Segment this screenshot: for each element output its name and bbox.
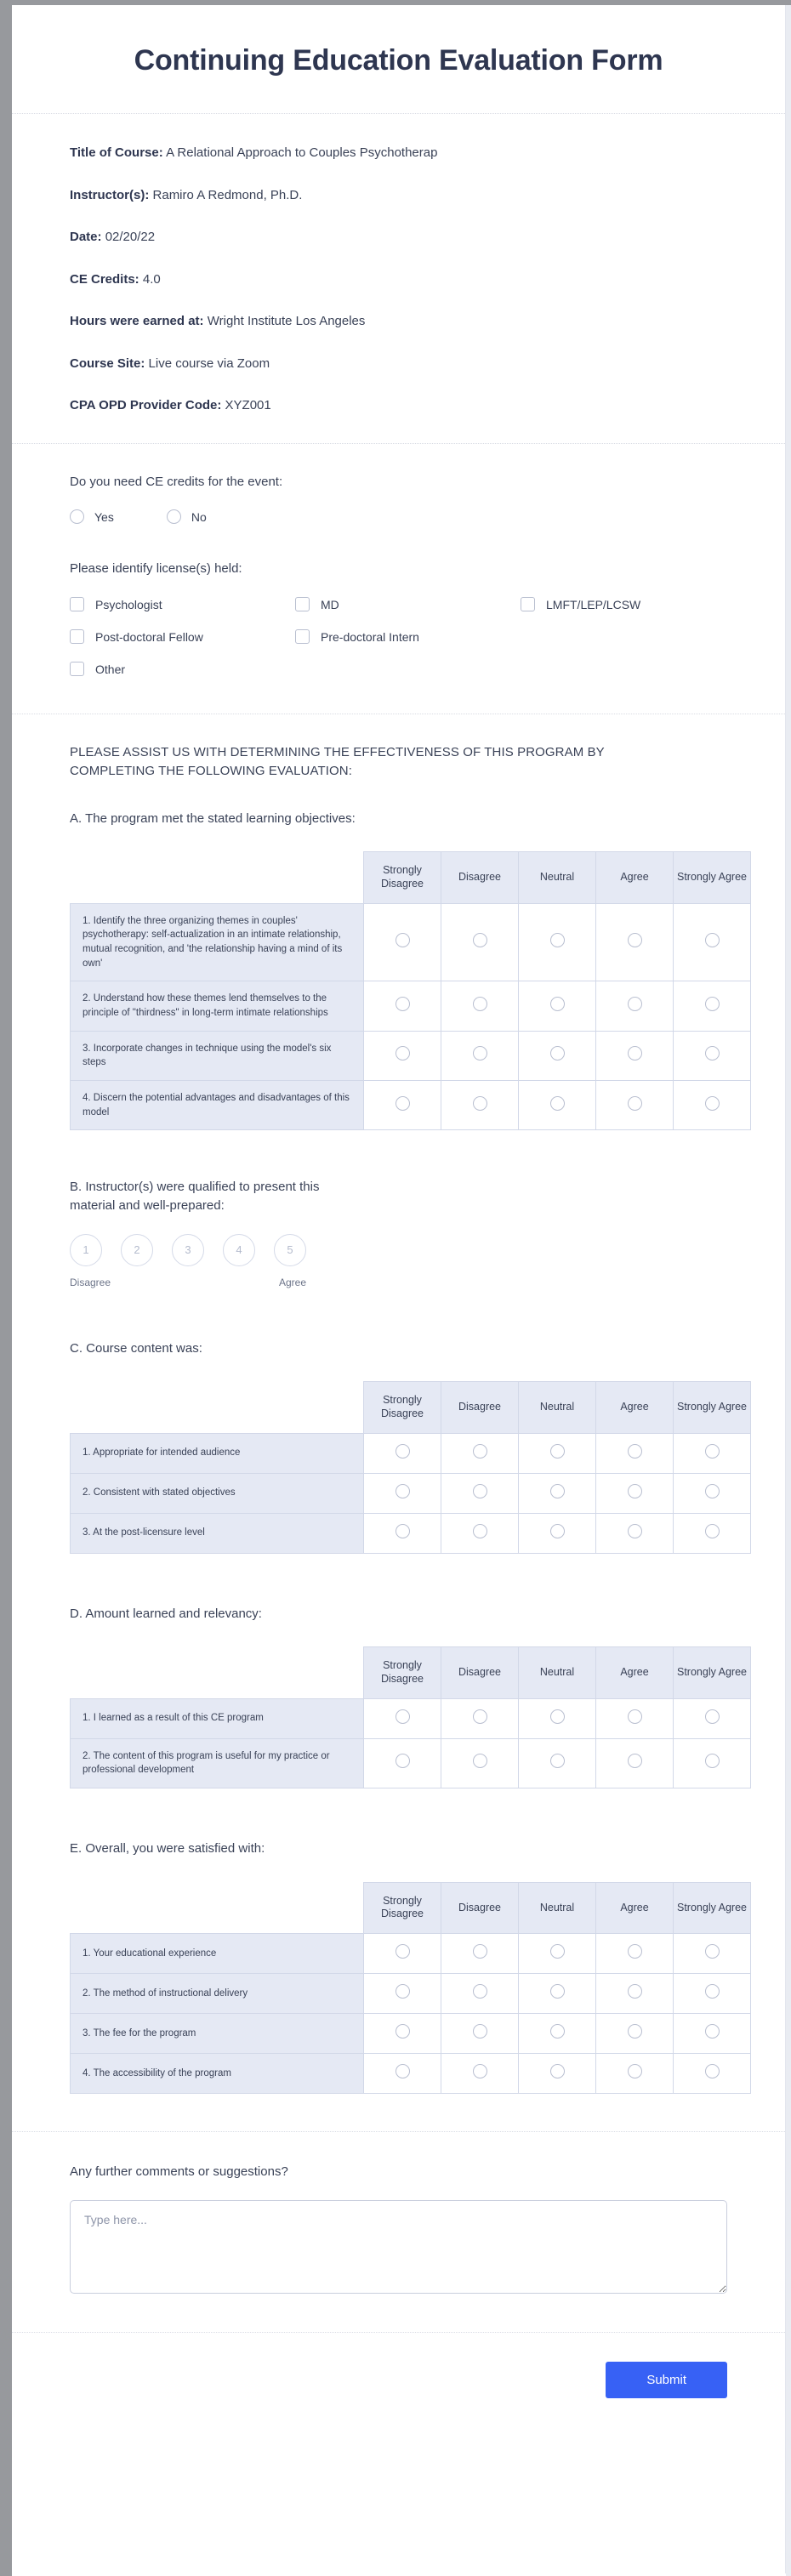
- section-d-matrix: [70, 1646, 751, 1788]
- matrix-row-label: 2. The method of instructional delivery: [71, 1974, 364, 2014]
- radio-icon[interactable]: [473, 1709, 487, 1724]
- radio-icon[interactable]: [396, 1524, 410, 1538]
- radio-icon[interactable]: [550, 933, 565, 947]
- meta-value: A Relational Approach to Couples Psychotherap: [166, 145, 438, 160]
- radio-icon[interactable]: [628, 2024, 642, 2039]
- matrix-cell[interactable]: [441, 1738, 519, 1788]
- section-d-title: D. Amount learned and relevancy:: [70, 1606, 262, 1621]
- scale-option-3[interactable]: 3: [172, 1234, 204, 1266]
- matrix-cell[interactable]: [519, 2054, 596, 2094]
- matrix-row-label: 2. Consistent with stated objectives: [71, 1473, 364, 1513]
- matrix-cell[interactable]: [441, 981, 519, 1031]
- matrix-cell[interactable]: [441, 1974, 519, 2014]
- ce-credits-question-label: Do you need CE credits for the event:: [70, 474, 283, 489]
- matrix-cell[interactable]: [364, 2054, 441, 2094]
- section-c-matrix-wrap: [70, 1376, 747, 1553]
- radio-icon[interactable]: [705, 997, 720, 1011]
- matrix-cell[interactable]: [674, 1513, 751, 1553]
- matrix-cell[interactable]: [674, 1934, 751, 1974]
- scale-high-label: Agree: [278, 1276, 306, 1288]
- matrix-cell[interactable]: [519, 981, 596, 1031]
- radio-icon[interactable]: [396, 1709, 410, 1724]
- matrix-cell[interactable]: [674, 903, 751, 981]
- radio-icon[interactable]: [550, 1754, 565, 1768]
- section-a-title: A. The program met the stated learning objectives:: [70, 810, 356, 826]
- checkbox-icon[interactable]: [295, 597, 310, 611]
- form-sheet: [12, 5, 786, 2573]
- window-left-chrome: [0, 5, 12, 2576]
- matrix-cell[interactable]: [519, 1974, 596, 2014]
- matrix-cell[interactable]: [596, 1433, 674, 1473]
- option-label: No: [191, 509, 207, 524]
- section-d-matrix-wrap: [70, 1641, 747, 1788]
- radio-icon[interactable]: [628, 1096, 642, 1111]
- matrix-cell[interactable]: [596, 1698, 674, 1738]
- table-row: [71, 2014, 751, 2054]
- matrix-cell[interactable]: [674, 981, 751, 1031]
- radio-icon[interactable]: [628, 933, 642, 947]
- matrix-cell[interactable]: [441, 1698, 519, 1738]
- radio-icon[interactable]: [396, 1754, 410, 1768]
- matrix-cell[interactable]: [674, 1433, 751, 1473]
- radio-icon[interactable]: [628, 1484, 642, 1498]
- license-option-pre-doctoral-intern[interactable]: [295, 629, 521, 644]
- meta-value: Ramiro A Redmond, Ph.D.: [152, 187, 303, 202]
- option-label: LMFT/LEP/LCSW: [546, 597, 641, 611]
- matrix-header-neutral: Neutral: [519, 852, 596, 903]
- matrix-cell[interactable]: [364, 903, 441, 981]
- option-label: Other: [95, 662, 126, 676]
- matrix-header-agree: Agree: [596, 1647, 674, 1698]
- meta-value: 02/20/22: [105, 230, 156, 244]
- meta-row: [70, 229, 727, 246]
- matrix-cell[interactable]: [364, 1080, 441, 1129]
- matrix-header-blank: [71, 852, 364, 903]
- checkbox-icon[interactable]: [295, 629, 310, 644]
- matrix-row-label: 1. Identify the three organizing themes in couples' psychotherapy: self-actualization in an intimate relationship, mutual recognition, and 'the relationship having a mind of its own': [71, 903, 364, 981]
- table-row: [71, 1698, 751, 1738]
- section-e-title: E. Overall, you were satisfied with:: [70, 1841, 265, 1857]
- matrix-header-agree: Agree: [596, 1882, 674, 1933]
- license-option-md[interactable]: [295, 597, 521, 611]
- radio-icon[interactable]: [550, 1046, 565, 1061]
- section-c: [12, 1297, 785, 1562]
- comments-label: Any further comments or suggestions?: [70, 2164, 288, 2180]
- matrix-cell[interactable]: [596, 1473, 674, 1513]
- table-row: [71, 1738, 751, 1788]
- matrix-cell[interactable]: [441, 1513, 519, 1553]
- matrix-cell[interactable]: [596, 1031, 674, 1080]
- license-option-lmft-lep-lcsw[interactable]: [521, 597, 727, 611]
- radio-icon[interactable]: [705, 1754, 720, 1768]
- license-option-other[interactable]: [70, 662, 295, 676]
- matrix-header-disagree: Disagree: [441, 1882, 519, 1933]
- matrix-cell[interactable]: [596, 1738, 674, 1788]
- matrix-cell[interactable]: [674, 2014, 751, 2054]
- meta-label: Title of Course:: [70, 145, 163, 160]
- radio-icon[interactable]: [705, 1046, 720, 1061]
- matrix-cell[interactable]: [674, 1473, 751, 1513]
- matrix-cell[interactable]: [364, 1031, 441, 1080]
- meta-row: [70, 187, 727, 204]
- matrix-cell[interactable]: [364, 1974, 441, 2014]
- meta-row: [70, 397, 727, 414]
- matrix-cell[interactable]: [441, 2014, 519, 2054]
- matrix-header-disagree: Disagree: [441, 852, 519, 903]
- matrix-header-strongly-disagree: Strongly Disagree: [364, 1382, 441, 1433]
- matrix-header-strongly-disagree: Strongly Disagree: [364, 852, 441, 903]
- ce-credits-radio-group: [70, 509, 727, 524]
- matrix-cell[interactable]: [364, 1698, 441, 1738]
- matrix-cell[interactable]: [519, 1031, 596, 1080]
- comments-section: [12, 2132, 785, 2333]
- matrix-header-strongly-disagree: Strongly Disagree: [364, 1647, 441, 1698]
- option-label: Psychologist: [95, 597, 162, 611]
- matrix-cell[interactable]: [441, 2054, 519, 2094]
- radio-icon[interactable]: [705, 1709, 720, 1724]
- section-a: [12, 714, 785, 1139]
- matrix-cell[interactable]: [519, 903, 596, 981]
- matrix-cell[interactable]: [674, 1974, 751, 2014]
- matrix-header-agree: Agree: [596, 1382, 674, 1433]
- radio-icon[interactable]: [705, 1524, 720, 1538]
- matrix-cell[interactable]: [364, 1433, 441, 1473]
- table-row: [71, 981, 751, 1031]
- window-right-edge: [786, 5, 791, 2576]
- radio-icon[interactable]: [705, 1984, 720, 1999]
- checkbox-icon[interactable]: [70, 629, 84, 644]
- radio-icon[interactable]: [550, 1709, 565, 1724]
- radio-icon[interactable]: [396, 1944, 410, 1959]
- matrix-header-neutral: Neutral: [519, 1647, 596, 1698]
- matrix-header-blank: [71, 1882, 364, 1933]
- option-label: Post-doctoral Fellow: [95, 629, 203, 644]
- meta-label: CPA OPD Provider Code:: [70, 398, 222, 412]
- checkbox-icon[interactable]: [521, 597, 535, 611]
- radio-icon[interactable]: [628, 1046, 642, 1061]
- section-e: [12, 1797, 785, 2132]
- radio-icon[interactable]: [705, 2064, 720, 2078]
- matrix-cell[interactable]: [596, 1080, 674, 1129]
- radio-icon[interactable]: [628, 1444, 642, 1459]
- matrix-row-label: 1. Your educational experience: [71, 1934, 364, 1974]
- radio-icon[interactable]: [473, 933, 487, 947]
- radio-icon[interactable]: [396, 1046, 410, 1061]
- matrix-cell[interactable]: [519, 1934, 596, 1974]
- table-row: [71, 1513, 751, 1553]
- radio-icon[interactable]: [473, 1754, 487, 1768]
- radio-icon[interactable]: [705, 933, 720, 947]
- meta-value: Wright Institute Los Angeles: [207, 314, 366, 328]
- matrix-cell[interactable]: [364, 1513, 441, 1553]
- radio-icon[interactable]: [396, 1444, 410, 1459]
- matrix-cell[interactable]: [441, 1934, 519, 1974]
- scale-option-2[interactable]: 2: [121, 1234, 153, 1266]
- radio-icon[interactable]: [550, 1484, 565, 1498]
- option-label: Pre-doctoral Intern: [321, 629, 419, 644]
- section-c-matrix: [70, 1381, 751, 1553]
- section-a-matrix-wrap: [70, 846, 747, 1130]
- section-e-matrix-wrap: [70, 1877, 747, 2094]
- meta-label: Course Site:: [70, 355, 145, 371]
- radio-icon[interactable]: [550, 1944, 565, 1959]
- meta-value: Live course via Zoom: [148, 355, 270, 371]
- meta-label: CE Credits:: [70, 271, 139, 287]
- scale-option-5[interactable]: 5: [274, 1234, 306, 1266]
- section-e-matrix: [70, 1882, 751, 2094]
- matrix-cell[interactable]: [364, 1738, 441, 1788]
- radio-icon[interactable]: [473, 997, 487, 1011]
- matrix-row-label: 1. Appropriate for intended audience: [71, 1433, 364, 1473]
- form-header: [12, 5, 785, 114]
- matrix-row-label: 2. The content of this program is useful for my practice or professional development: [71, 1738, 364, 1788]
- table-row: [71, 1473, 751, 1513]
- matrix-cell[interactable]: [596, 903, 674, 981]
- radio-icon[interactable]: [473, 1484, 487, 1498]
- matrix-cell[interactable]: [674, 2054, 751, 2094]
- matrix-cell[interactable]: [596, 1513, 674, 1553]
- matrix-cell[interactable]: [519, 1473, 596, 1513]
- matrix-cell[interactable]: [364, 1934, 441, 1974]
- radio-icon[interactable]: [473, 1096, 487, 1111]
- radio-icon[interactable]: [550, 1444, 565, 1459]
- matrix-cell[interactable]: [441, 1031, 519, 1080]
- section-c-title: C. Course content was:: [70, 1340, 202, 1356]
- meta-value: XYZ001: [225, 398, 271, 412]
- meta-row: [70, 145, 727, 162]
- matrix-header-row: [71, 1382, 751, 1433]
- radio-icon[interactable]: [396, 1984, 410, 1999]
- radio-icon[interactable]: [396, 2024, 410, 2039]
- matrix-cell[interactable]: [364, 1473, 441, 1513]
- matrix-cell[interactable]: [441, 1080, 519, 1129]
- radio-icon[interactable]: [550, 1524, 565, 1538]
- radio-icon[interactable]: [473, 2064, 487, 2078]
- matrix-header-strongly-disagree: Strongly Disagree: [364, 1882, 441, 1933]
- section-b-title: B. Instructor(s) were qualified to present this material and well-prepared:: [70, 1180, 320, 1213]
- matrix-cell[interactable]: [441, 1433, 519, 1473]
- matrix-row-label: 4. The accessibility of the program: [71, 2054, 364, 2094]
- matrix-cell[interactable]: [441, 1473, 519, 1513]
- radio-icon[interactable]: [628, 1944, 642, 1959]
- submit-button[interactable]: Submit: [606, 2362, 727, 2398]
- scale-option-4[interactable]: 4: [223, 1234, 255, 1266]
- matrix-cell[interactable]: [519, 1698, 596, 1738]
- radio-icon[interactable]: [705, 1484, 720, 1498]
- matrix-cell[interactable]: [441, 903, 519, 981]
- matrix-row-label: 4. Discern the potential advantages and disadvantages of this model: [71, 1080, 364, 1129]
- radio-icon[interactable]: [628, 997, 642, 1011]
- option-label: Yes: [94, 509, 114, 524]
- matrix-row-label: 2. Understand how these themes lend themselves to the principle of "thirdness" in long-term intimate relationships: [71, 981, 364, 1031]
- page-title: Continuing Education Evaluation Form: [134, 44, 663, 77]
- matrix-header-row: [71, 1882, 751, 1933]
- matrix-cell[interactable]: [519, 1513, 596, 1553]
- submit-row: [12, 2333, 785, 2432]
- license-option-post-doctoral-fellow[interactable]: [70, 629, 295, 644]
- section-a-matrix: [70, 851, 751, 1130]
- radio-icon[interactable]: [628, 1984, 642, 1999]
- checkbox-icon[interactable]: [70, 662, 84, 676]
- comments-textarea[interactable]: [70, 2200, 727, 2294]
- radio-icon[interactable]: [70, 509, 84, 524]
- eligibility-section: [12, 444, 785, 715]
- matrix-header-strongly-agree: Strongly Agree: [674, 1382, 751, 1433]
- table-row: [71, 903, 751, 981]
- matrix-header-neutral: Neutral: [519, 1382, 596, 1433]
- matrix-cell[interactable]: [596, 2054, 674, 2094]
- license-question-label: Please identify license(s) held:: [70, 561, 242, 577]
- matrix-header-disagree: Disagree: [441, 1382, 519, 1433]
- matrix-header-blank: [71, 1382, 364, 1433]
- radio-icon[interactable]: [705, 1944, 720, 1959]
- section-b-scale: [70, 1234, 727, 1266]
- meta-row: [70, 313, 727, 330]
- matrix-cell[interactable]: [596, 1934, 674, 1974]
- radio-icon[interactable]: [396, 997, 410, 1011]
- radio-icon[interactable]: [628, 1754, 642, 1768]
- matrix-header-row: [71, 1647, 751, 1698]
- radio-icon[interactable]: [473, 1944, 487, 1959]
- radio-icon[interactable]: [705, 1444, 720, 1459]
- matrix-cell[interactable]: [364, 2014, 441, 2054]
- scale-low-label: Disagree: [70, 1276, 111, 1288]
- matrix-cell[interactable]: [519, 2014, 596, 2054]
- license-checkbox-group: [70, 597, 727, 676]
- matrix-cell[interactable]: [364, 981, 441, 1031]
- radio-icon[interactable]: [396, 1096, 410, 1111]
- radio-icon[interactable]: [473, 1444, 487, 1459]
- meta-label: Hours were earned at:: [70, 314, 204, 328]
- section-b: [12, 1139, 785, 1297]
- radio-icon[interactable]: [396, 933, 410, 947]
- matrix-header-neutral: Neutral: [519, 1882, 596, 1933]
- meta-label: Instructor(s):: [70, 187, 150, 202]
- matrix-header-strongly-agree: Strongly Agree: [674, 1882, 751, 1933]
- matrix-header-row: [71, 852, 751, 903]
- radio-icon[interactable]: [473, 1524, 487, 1538]
- matrix-cell[interactable]: [674, 1698, 751, 1738]
- matrix-cell[interactable]: [596, 1974, 674, 2014]
- checkbox-icon[interactable]: [70, 597, 84, 611]
- radio-icon[interactable]: [550, 2064, 565, 2078]
- course-metadata: [12, 114, 785, 444]
- table-row: [71, 1080, 751, 1129]
- table-row: [71, 2054, 751, 2094]
- radio-icon[interactable]: [628, 1709, 642, 1724]
- license-option-psychologist[interactable]: [70, 597, 295, 611]
- matrix-cell[interactable]: [674, 1738, 751, 1788]
- radio-icon[interactable]: [167, 509, 181, 524]
- radio-icon[interactable]: [396, 1484, 410, 1498]
- radio-icon[interactable]: [550, 2024, 565, 2039]
- matrix-header-blank: [71, 1647, 364, 1698]
- radio-icon[interactable]: [473, 1046, 487, 1061]
- table-row: [71, 1974, 751, 2014]
- matrix-cell[interactable]: [674, 1031, 751, 1080]
- table-row: [71, 1934, 751, 1974]
- matrix-cell[interactable]: [519, 1080, 596, 1129]
- radio-icon[interactable]: [473, 2024, 487, 2039]
- radio-icon[interactable]: [550, 1096, 565, 1111]
- matrix-header-agree: Agree: [596, 852, 674, 903]
- radio-icon[interactable]: [473, 1984, 487, 1999]
- matrix-row-label: 3. The fee for the program: [71, 2014, 364, 2054]
- matrix-row-label: 3. At the post-licensure level: [71, 1513, 364, 1553]
- matrix-cell[interactable]: [596, 981, 674, 1031]
- evaluation-instructions: PLEASE ASSIST US WITH DETERMINING THE EFFECTIVENESS OF THIS PROGRAM BY COMPLETING THE FOLLOWING EVALUATION:: [70, 745, 605, 778]
- matrix-cell[interactable]: [519, 1433, 596, 1473]
- radio-icon[interactable]: [705, 1096, 720, 1111]
- matrix-cell[interactable]: [519, 1738, 596, 1788]
- matrix-header-strongly-agree: Strongly Agree: [674, 852, 751, 903]
- radio-icon[interactable]: [550, 997, 565, 1011]
- section-b-scale-endpoints: [70, 1277, 306, 1288]
- matrix-cell[interactable]: [596, 2014, 674, 2054]
- meta-label: Date:: [70, 230, 102, 244]
- matrix-header-disagree: Disagree: [441, 1647, 519, 1698]
- radio-icon[interactable]: [396, 2064, 410, 2078]
- matrix-header-strongly-agree: Strongly Agree: [674, 1647, 751, 1698]
- meta-value: 4.0: [142, 271, 161, 287]
- radio-icon[interactable]: [705, 2024, 720, 2039]
- table-row: [71, 1433, 751, 1473]
- section-d: [12, 1562, 785, 1797]
- radio-icon[interactable]: [628, 2064, 642, 2078]
- radio-icon[interactable]: [550, 1984, 565, 1999]
- matrix-row-label: 3. Incorporate changes in technique using the model's six steps: [71, 1031, 364, 1080]
- table-row: [71, 1031, 751, 1080]
- scale-option-1[interactable]: 1: [70, 1234, 102, 1266]
- meta-row: [70, 271, 727, 288]
- radio-icon[interactable]: [628, 1524, 642, 1538]
- ce-credits-option-yes[interactable]: [70, 509, 114, 524]
- matrix-row-label: 1. I learned as a result of this CE program: [71, 1698, 364, 1738]
- ce-credits-option-no[interactable]: [167, 509, 207, 524]
- matrix-cell[interactable]: [674, 1080, 751, 1129]
- option-label: MD: [321, 597, 339, 611]
- meta-row: [70, 355, 727, 372]
